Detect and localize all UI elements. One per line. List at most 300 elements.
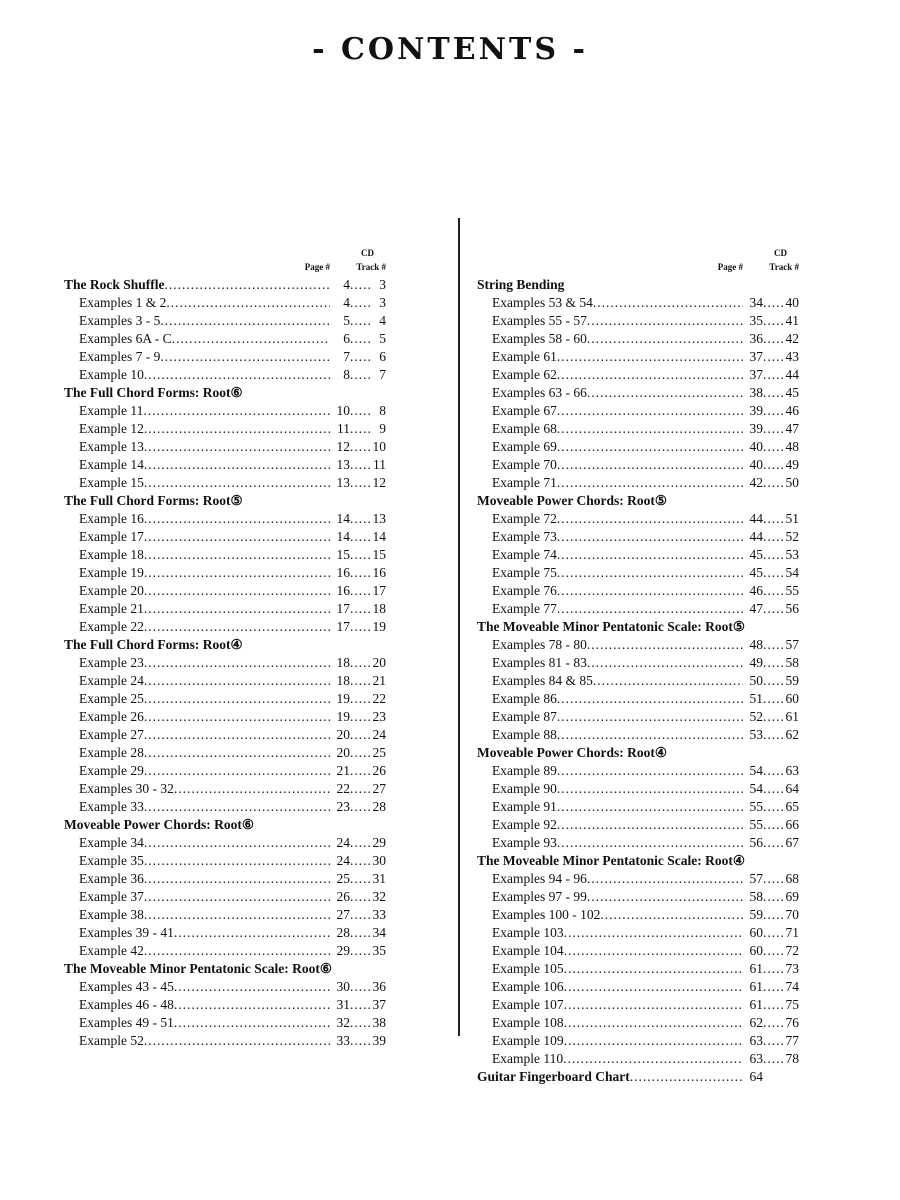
page-number: 63 <box>749 1033 763 1048</box>
dot-leader <box>243 384 350 402</box>
toc-left-rows <box>64 276 386 1050</box>
toc-entry <box>64 312 386 330</box>
spacer <box>350 636 386 654</box>
track-number: 32 <box>372 889 386 904</box>
dot-leader <box>557 456 743 474</box>
dot-leader <box>350 600 370 618</box>
dot-leader <box>763 438 783 456</box>
dot-leader <box>144 366 330 384</box>
toc-entry <box>64 348 386 366</box>
dot-leader <box>243 492 350 510</box>
toc-label: Examples 63 - 66 <box>492 385 587 400</box>
dot-leader <box>763 420 783 438</box>
toc-entry <box>64 888 386 906</box>
dot-leader <box>350 510 370 528</box>
page-number: 27 <box>336 907 350 922</box>
toc-entry <box>477 546 799 564</box>
page-number: 24 <box>336 853 350 868</box>
dot-leader <box>350 996 370 1014</box>
dot-leader <box>350 546 370 564</box>
page-number: 46 <box>749 583 763 598</box>
dot-leader <box>763 636 783 654</box>
track-number: 43 <box>785 349 799 364</box>
toc-label: Examples 100 - 102 <box>492 907 601 922</box>
track-number: 14 <box>372 529 386 544</box>
track-number: 3 <box>379 295 386 310</box>
page-number: 14 <box>336 529 350 544</box>
toc-entry <box>64 402 386 420</box>
page-number: 45 <box>749 547 763 562</box>
toc-label: String Bending <box>477 277 565 292</box>
page-number: 29 <box>336 943 350 958</box>
track-number: 27 <box>372 781 386 796</box>
toc-label: Example 28 <box>79 745 144 760</box>
toc-entry <box>477 780 799 798</box>
toc-entry <box>64 996 386 1014</box>
toc-entry <box>477 942 799 960</box>
toc-entry <box>64 762 386 780</box>
dot-leader <box>144 672 330 690</box>
dot-leader <box>587 384 743 402</box>
dot-leader <box>763 942 783 960</box>
dot-leader <box>144 870 330 888</box>
dot-leader <box>350 1032 370 1050</box>
page-number: 37 <box>749 349 763 364</box>
dot-leader <box>350 618 370 636</box>
dot-leader <box>763 312 783 330</box>
track-number: 28 <box>372 799 386 814</box>
spacer <box>763 1068 799 1086</box>
toc-entry <box>477 1032 799 1050</box>
track-number: 5 <box>379 331 386 346</box>
spacer <box>350 384 386 402</box>
dot-leader <box>763 456 783 474</box>
dot-leader <box>557 438 743 456</box>
page-number: 55 <box>749 817 763 832</box>
track-number: 78 <box>785 1051 799 1066</box>
toc-entry <box>477 402 799 420</box>
toc-entry <box>64 546 386 564</box>
toc-label: Examples 53 & 54 <box>492 295 593 310</box>
page-number: 22 <box>336 781 350 796</box>
page-number: 19 <box>336 691 350 706</box>
track-number: 54 <box>785 565 799 580</box>
track-number: 25 <box>372 745 386 760</box>
toc-label: Example 77 <box>492 601 557 616</box>
toc-entry <box>477 798 799 816</box>
dot-leader <box>350 906 370 924</box>
toc-entry <box>64 420 386 438</box>
page-number: 35 <box>749 313 763 328</box>
toc-entry <box>64 924 386 942</box>
dot-leader <box>350 672 370 690</box>
toc-entry <box>477 996 799 1014</box>
dot-leader <box>144 726 330 744</box>
dot-leader <box>763 564 783 582</box>
toc-label: Example 11 <box>79 403 144 418</box>
page-number: 38 <box>749 385 763 400</box>
dot-leader <box>174 996 330 1014</box>
toc-label: Example 34 <box>79 835 144 850</box>
track-number: 33 <box>372 907 386 922</box>
toc-label: Example 89 <box>492 763 557 778</box>
track-number: 58 <box>785 655 799 670</box>
dot-leader <box>350 564 370 582</box>
dot-leader <box>144 618 330 636</box>
toc-left-column <box>64 248 386 1050</box>
track-number: 53 <box>785 547 799 562</box>
page-number: 32 <box>336 1015 350 1030</box>
dot-leader <box>254 816 350 834</box>
toc-label: Example 105 <box>492 961 564 976</box>
toc-label: Example 62 <box>492 367 557 382</box>
track-number: 64 <box>785 781 799 796</box>
page-number: 39 <box>749 403 763 418</box>
track-number: 72 <box>785 943 799 958</box>
toc-label: Example 72 <box>492 511 557 526</box>
dot-leader <box>563 1050 743 1068</box>
dot-leader <box>763 996 783 1014</box>
track-number: 56 <box>785 601 799 616</box>
dot-leader <box>144 744 330 762</box>
page-number: 62 <box>749 1015 763 1030</box>
toc-label: Example 12 <box>79 421 144 436</box>
dot-leader <box>763 384 783 402</box>
toc-label: The Moveable Minor Pentatonic Scale: Root⑤ <box>477 619 745 634</box>
toc-label: Example 70 <box>492 457 557 472</box>
dot-leader <box>557 582 743 600</box>
dot-leader <box>745 618 763 636</box>
dot-leader <box>557 348 743 366</box>
toc-label: Example 27 <box>79 727 144 742</box>
dot-leader <box>350 744 370 762</box>
toc-entry <box>64 474 386 492</box>
track-number: 30 <box>372 853 386 868</box>
toc-label: Example 18 <box>79 547 144 562</box>
toc-label: Examples 30 - 32 <box>79 781 174 796</box>
spacer <box>763 744 799 762</box>
toc-label: Examples 49 - 51 <box>79 1015 174 1030</box>
dot-leader <box>350 294 370 312</box>
track-number: 59 <box>785 673 799 688</box>
toc-entry <box>64 600 386 618</box>
toc-right-rows <box>477 276 799 1086</box>
toc-label: Example 37 <box>79 889 144 904</box>
dot-leader <box>144 600 330 618</box>
dot-leader <box>763 672 783 690</box>
dot-leader <box>564 996 743 1014</box>
page-number: 13 <box>336 475 350 490</box>
toc-entry <box>477 1050 799 1068</box>
toc-section-heading <box>477 1068 799 1086</box>
track-number: 6 <box>379 349 386 364</box>
page-number: 26 <box>336 889 350 904</box>
page-number: 45 <box>749 565 763 580</box>
page-number: 40 <box>749 457 763 472</box>
toc-label: Examples 84 & 85 <box>492 673 593 688</box>
track-number: 3 <box>379 277 386 292</box>
dot-leader <box>557 780 743 798</box>
toc-entry <box>64 654 386 672</box>
toc-label: Example 36 <box>79 871 144 886</box>
track-number-header: Track # <box>356 262 386 272</box>
page-number: 24 <box>336 835 350 850</box>
toc-entry <box>477 384 799 402</box>
dot-leader <box>763 330 783 348</box>
track-number: 67 <box>785 835 799 850</box>
toc-label: Examples 43 - 45 <box>79 979 174 994</box>
dot-leader <box>165 276 330 294</box>
track-number: 21 <box>372 673 386 688</box>
toc-entry <box>64 510 386 528</box>
dot-leader <box>144 798 330 816</box>
page-number: 4 <box>343 277 350 292</box>
toc-section-heading <box>64 492 386 510</box>
toc-label: Example 108 <box>492 1015 564 1030</box>
toc-entry <box>477 528 799 546</box>
toc-label: Example 76 <box>492 583 557 598</box>
page-number: 34 <box>749 295 763 310</box>
toc-label: Example 10 <box>79 367 144 382</box>
dot-leader <box>564 276 763 294</box>
toc-label: Examples 39 - 41 <box>79 925 174 940</box>
dot-leader <box>763 978 783 996</box>
toc-label: The Rock Shuffle <box>64 277 165 292</box>
toc-label: Example 87 <box>492 709 557 724</box>
page-number: 47 <box>749 601 763 616</box>
dot-leader <box>667 492 763 510</box>
toc-entry <box>64 780 386 798</box>
page-number: 15 <box>336 547 350 562</box>
toc-entry <box>477 330 799 348</box>
dot-leader <box>144 888 330 906</box>
dot-leader <box>763 924 783 942</box>
page-number: 16 <box>336 565 350 580</box>
toc-label: Moveable Power Chords: Root⑥ <box>64 817 254 832</box>
dot-leader <box>587 312 743 330</box>
dot-leader <box>350 888 370 906</box>
toc-entry <box>477 906 799 924</box>
dot-leader <box>350 528 370 546</box>
toc-label: Example 19 <box>79 565 144 580</box>
dot-leader <box>350 690 370 708</box>
toc-label: Example 88 <box>492 727 557 742</box>
dot-leader <box>144 546 330 564</box>
dot-leader <box>350 456 370 474</box>
track-number: 44 <box>785 367 799 382</box>
toc-label: The Full Chord Forms: Root⑥ <box>64 385 243 400</box>
spacer <box>763 618 799 636</box>
page-number: 23 <box>336 799 350 814</box>
dot-leader <box>763 906 783 924</box>
dot-leader <box>350 330 370 348</box>
dot-leader <box>160 312 330 330</box>
dot-leader <box>557 402 743 420</box>
toc-entry <box>477 816 799 834</box>
toc-label: Example 73 <box>492 529 557 544</box>
track-number: 34 <box>372 925 386 940</box>
dot-leader <box>564 978 743 996</box>
spacer <box>763 492 799 510</box>
toc-entry <box>477 924 799 942</box>
toc-label: Examples 81 - 83 <box>492 655 587 670</box>
track-number: 22 <box>372 691 386 706</box>
spacer <box>763 852 799 870</box>
page-number: 17 <box>336 619 350 634</box>
page-number: 51 <box>749 691 763 706</box>
dot-leader <box>332 960 350 978</box>
dot-leader <box>763 888 783 906</box>
track-number: 65 <box>785 799 799 814</box>
toc-label: The Full Chord Forms: Root⑤ <box>64 493 243 508</box>
page-number: 4 <box>343 295 350 310</box>
dot-leader <box>557 564 743 582</box>
page-number: 18 <box>336 655 350 670</box>
toc-entry <box>477 762 799 780</box>
dot-leader <box>144 1032 330 1050</box>
toc-entry <box>64 1014 386 1032</box>
toc-label: Example 75 <box>492 565 557 580</box>
toc-label: Example 17 <box>79 529 144 544</box>
toc-label: Example 71 <box>492 475 557 490</box>
page-number: 10 <box>336 403 350 418</box>
dot-leader <box>350 978 370 996</box>
toc-entry <box>64 708 386 726</box>
toc-entry <box>477 960 799 978</box>
dot-leader <box>557 366 743 384</box>
toc-label: Example 90 <box>492 781 557 796</box>
toc-label: Example 14 <box>79 457 144 472</box>
dot-leader <box>350 852 370 870</box>
dot-leader <box>174 978 330 996</box>
track-number: 24 <box>372 727 386 742</box>
toc-section-heading <box>477 852 799 870</box>
toc-entry <box>64 330 386 348</box>
track-number: 31 <box>372 871 386 886</box>
track-number: 4 <box>379 313 386 328</box>
toc-entry <box>477 510 799 528</box>
dot-leader <box>350 402 370 420</box>
toc-label: Examples 1 & 2 <box>79 295 167 310</box>
toc-entry <box>477 708 799 726</box>
page-number: 48 <box>749 637 763 652</box>
toc-entry <box>64 294 386 312</box>
dot-leader <box>745 852 763 870</box>
page-number: 61 <box>749 997 763 1012</box>
page-number: 8 <box>343 367 350 382</box>
toc-entry <box>477 978 799 996</box>
toc-entry <box>477 294 799 312</box>
track-number: 37 <box>372 997 386 1012</box>
dot-leader <box>557 528 743 546</box>
dot-leader <box>763 726 783 744</box>
dot-leader <box>763 834 783 852</box>
dot-leader <box>350 762 370 780</box>
toc-label: Example 74 <box>492 547 557 562</box>
page-number-header: Page # <box>717 262 743 272</box>
track-number: 73 <box>785 961 799 976</box>
toc-entry <box>477 600 799 618</box>
toc-entry <box>477 438 799 456</box>
track-number: 75 <box>785 997 799 1012</box>
toc-label: Example 16 <box>79 511 144 526</box>
toc-section-heading <box>64 636 386 654</box>
track-number: 45 <box>785 385 799 400</box>
track-number: 7 <box>379 367 386 382</box>
track-number: 50 <box>785 475 799 490</box>
toc-entry <box>477 456 799 474</box>
toc-entry <box>64 672 386 690</box>
toc-section-heading <box>477 744 799 762</box>
toc-label: Example 109 <box>492 1033 564 1048</box>
toc-label: Example 68 <box>492 421 557 436</box>
track-number: 16 <box>372 565 386 580</box>
dot-leader <box>350 654 370 672</box>
page-number: 25 <box>336 871 350 886</box>
dot-leader <box>763 294 783 312</box>
toc-label: The Moveable Minor Pentatonic Scale: Root⑥ <box>64 961 332 976</box>
toc-entry <box>64 870 386 888</box>
toc-entry <box>64 690 386 708</box>
dot-leader <box>174 780 330 798</box>
toc-label: Examples 3 - 5 <box>79 313 161 328</box>
toc-label: Example 29 <box>79 763 144 778</box>
track-number: 55 <box>785 583 799 598</box>
toc-entry <box>64 726 386 744</box>
toc-label: Example 33 <box>79 799 144 814</box>
toc-label: Example 38 <box>79 907 144 922</box>
toc-section-heading <box>477 618 799 636</box>
page-number: 33 <box>336 1033 350 1048</box>
track-number-header: Track # <box>769 262 799 272</box>
dot-leader <box>630 1068 743 1086</box>
toc-label: Example 25 <box>79 691 144 706</box>
page-number: 49 <box>749 655 763 670</box>
page-number: 37 <box>749 367 763 382</box>
track-number: 42 <box>785 331 799 346</box>
dot-leader <box>763 708 783 726</box>
dot-leader <box>557 474 743 492</box>
dot-leader <box>243 636 350 654</box>
dot-leader <box>600 906 743 924</box>
page-number: 54 <box>749 781 763 796</box>
page-number: 50 <box>749 673 763 688</box>
dot-leader <box>587 870 743 888</box>
toc-entry <box>477 366 799 384</box>
track-number: 63 <box>785 763 799 778</box>
toc-entry <box>477 726 799 744</box>
page-number: 58 <box>749 889 763 904</box>
toc-entry <box>477 474 799 492</box>
track-number: 13 <box>372 511 386 526</box>
toc-label: Example 61 <box>492 349 557 364</box>
track-number: 36 <box>372 979 386 994</box>
spacer <box>350 492 386 510</box>
dot-leader <box>144 834 330 852</box>
toc-entry <box>477 690 799 708</box>
toc-label: Guitar Fingerboard Chart <box>477 1069 630 1084</box>
toc-entry <box>64 852 386 870</box>
dot-leader <box>564 924 743 942</box>
page-number: 11 <box>337 421 350 436</box>
column-header <box>64 248 386 276</box>
toc-entry <box>477 1014 799 1032</box>
toc-entry <box>64 528 386 546</box>
track-number: 76 <box>785 1015 799 1030</box>
toc-label: Examples 46 - 48 <box>79 997 174 1012</box>
dot-leader <box>763 960 783 978</box>
dot-leader <box>350 438 370 456</box>
